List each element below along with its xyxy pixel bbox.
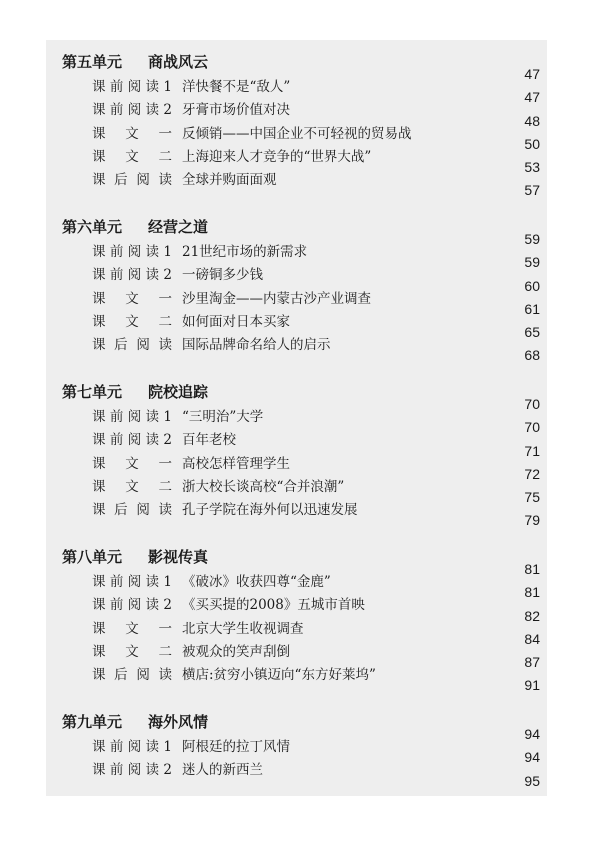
toc-entry[interactable] xyxy=(62,311,522,334)
entry-title: 《破冰》收获四尊“金鹿” xyxy=(182,574,331,590)
entry-type: 课后阅读 xyxy=(92,502,172,519)
entry-type: 课前阅读1 xyxy=(92,79,172,95)
page-number: 47 xyxy=(524,66,540,82)
unit-6 xyxy=(62,216,522,357)
unit-entries xyxy=(62,736,522,783)
page-number: 47 xyxy=(524,89,540,106)
entry-title: 百年老校 xyxy=(182,432,236,449)
entry-title: 一磅铜多少钱 xyxy=(182,267,263,284)
page-number: 82 xyxy=(524,607,540,624)
page-number: 72 xyxy=(524,465,540,482)
page-number: 94 xyxy=(524,726,540,742)
page-number: 71 xyxy=(524,442,540,459)
toc-entry[interactable] xyxy=(62,736,522,759)
unit-number: 第六单元 xyxy=(62,218,123,236)
entry-type: 课前阅读2 xyxy=(92,762,172,779)
unit-9 xyxy=(62,711,522,783)
page-number: 50 xyxy=(524,135,540,152)
unit-heading xyxy=(62,546,522,568)
entry-title: 如何面对日本买家 xyxy=(182,313,290,330)
unit-name: 商战风云 xyxy=(148,53,209,71)
unit-number: 第九单元 xyxy=(62,713,123,731)
toc-entry[interactable] xyxy=(62,453,522,476)
page-number: 94 xyxy=(524,749,540,766)
unit-entries xyxy=(62,406,522,522)
entry-title: 北京大学生收视调查 xyxy=(182,620,304,637)
entry-title: 国际品牌命名给人的启示 xyxy=(182,337,331,354)
toc-entry[interactable] xyxy=(62,146,522,169)
unit-7-page-numbers xyxy=(500,393,540,533)
toc-entry[interactable] xyxy=(62,406,522,429)
entry-title: 反倾销——中国企业不可轻视的贸易战 xyxy=(182,125,412,142)
toc-entry[interactable] xyxy=(62,99,522,122)
page-number: 60 xyxy=(524,277,540,294)
toc-entry[interactable] xyxy=(62,759,522,782)
toc-entry[interactable] xyxy=(62,123,522,146)
page-number: 87 xyxy=(524,654,540,671)
entry-title: 上海迎来人才竞争的“世界大战” xyxy=(182,148,372,165)
unit-heading xyxy=(62,51,522,73)
entry-title: 被观众的笑声刮倒 xyxy=(182,643,290,660)
entry-type: 课前阅读1 xyxy=(92,739,172,755)
toc-entry[interactable] xyxy=(62,429,522,452)
toc-entry[interactable] xyxy=(62,594,522,617)
entry-title: 21世纪市场的新需求 xyxy=(182,244,308,260)
page-number: 84 xyxy=(524,630,540,647)
entry-type: 课后阅读 xyxy=(92,337,172,354)
toc-entry[interactable] xyxy=(62,476,522,499)
unit-name: 影视传真 xyxy=(148,548,209,566)
entry-type: 课文二 xyxy=(92,148,172,165)
entry-type: 课前阅读2 xyxy=(92,102,172,119)
unit-entries xyxy=(62,571,522,687)
page-number: 59 xyxy=(524,254,540,271)
page-number: 91 xyxy=(524,677,540,694)
toc-entry[interactable] xyxy=(62,641,522,664)
entry-title: 孔子学院在海外何以迅速发展 xyxy=(182,502,358,519)
unit-8-page-numbers xyxy=(500,558,540,698)
page-number: 57 xyxy=(524,182,540,199)
page-number: 68 xyxy=(524,347,540,364)
page-number: 48 xyxy=(524,112,540,129)
entry-title: 全球并购面面观 xyxy=(182,172,277,189)
page-number: 79 xyxy=(524,512,540,529)
page-number: 70 xyxy=(524,396,540,412)
unit-name: 经营之道 xyxy=(148,218,209,236)
toc-entry[interactable] xyxy=(62,571,522,594)
entry-type: 课文二 xyxy=(92,313,172,330)
entry-type: 课文二 xyxy=(92,643,172,660)
page-number: 53 xyxy=(524,159,540,176)
entry-type: 课后阅读 xyxy=(92,172,172,189)
entry-type: 课文一 xyxy=(92,620,172,637)
entry-title: 横店:贫穷小镇迈向“东方好莱坞” xyxy=(182,667,376,684)
unit-heading xyxy=(62,216,522,238)
unit-number: 第五单元 xyxy=(62,53,123,71)
entry-title: 沙里淘金——内蒙古沙产业调查 xyxy=(182,290,371,307)
page-number: 59 xyxy=(524,231,540,247)
entry-title: 浙大校长谈高校“合并浪潮” xyxy=(182,478,345,495)
unit-name: 海外风情 xyxy=(148,713,209,731)
toc-entry[interactable] xyxy=(62,169,522,192)
toc-entry[interactable] xyxy=(62,76,522,99)
unit-6-page-numbers xyxy=(500,228,540,368)
toc-entry[interactable] xyxy=(62,241,522,264)
entry-type: 课前阅读2 xyxy=(92,432,172,449)
toc-entry[interactable] xyxy=(62,664,522,687)
unit-number: 第七单元 xyxy=(62,383,123,401)
entry-title: 《买买提的2008》五城市首映 xyxy=(182,597,365,614)
page-number: 95 xyxy=(524,772,540,789)
entry-title: 牙膏市场价值对决 xyxy=(182,102,290,119)
unit-name: 院校追踪 xyxy=(148,383,209,401)
entry-type: 课后阅读 xyxy=(92,667,172,684)
entry-type: 课文二 xyxy=(92,478,172,495)
entry-type: 课文一 xyxy=(92,125,172,142)
unit-heading xyxy=(62,711,522,733)
entry-type: 课文一 xyxy=(92,455,172,472)
page-number: 81 xyxy=(524,584,540,601)
entry-title: 迷人的新西兰 xyxy=(182,762,263,779)
unit-8 xyxy=(62,546,522,687)
entry-type: 课前阅读1 xyxy=(92,574,172,590)
page-number: 81 xyxy=(524,561,540,577)
toc-entry[interactable] xyxy=(62,288,522,311)
toc-entry[interactable] xyxy=(62,618,522,641)
page-number: 75 xyxy=(524,489,540,506)
entry-type: 课前阅读1 xyxy=(92,244,172,260)
unit-number: 第八单元 xyxy=(62,548,123,566)
unit-5-page-numbers xyxy=(500,63,540,203)
entry-title: “三明治”大学 xyxy=(182,409,264,425)
entry-title: 阿根廷的拉丁风情 xyxy=(182,739,290,755)
toc-entry[interactable] xyxy=(62,499,522,522)
page-number: 65 xyxy=(524,324,540,341)
unit-entries xyxy=(62,241,522,357)
entry-type: 课前阅读2 xyxy=(92,597,172,614)
unit-entries xyxy=(62,76,522,192)
unit-5 xyxy=(62,51,522,192)
entry-type: 课前阅读2 xyxy=(92,267,172,284)
entry-title: 洋快餐不是“敌人” xyxy=(182,79,291,95)
entry-type: 课文一 xyxy=(92,290,172,307)
toc-entry[interactable] xyxy=(62,264,522,287)
entry-type: 课前阅读1 xyxy=(92,409,172,425)
entry-title: 高校怎样管理学生 xyxy=(182,455,290,472)
unit-9-page-numbers xyxy=(500,723,540,793)
toc-entry[interactable] xyxy=(62,334,522,357)
page-number: 61 xyxy=(524,300,540,317)
page-number: 70 xyxy=(524,419,540,436)
unit-heading xyxy=(62,381,522,403)
unit-7 xyxy=(62,381,522,522)
